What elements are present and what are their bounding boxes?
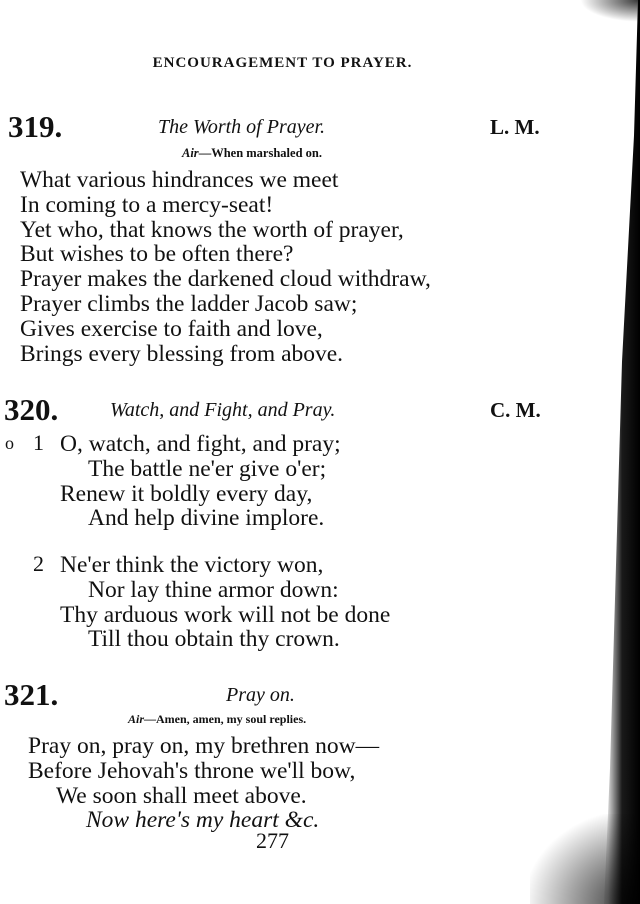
- page-binding-edge: [600, 0, 640, 904]
- verse-line: We soon shall meet above.: [56, 782, 307, 809]
- verse-marker: o: [5, 433, 14, 453]
- verse-line: Gives exercise to faith and love,: [20, 315, 323, 342]
- hymn-319-verse: [20, 168, 431, 366]
- page-edge-shadow-bottom: [530, 814, 640, 904]
- hymn-320-verse-1: [60, 432, 341, 531]
- verse-line: In coming to a mercy-seat!: [20, 191, 274, 218]
- verse-line: The battle ne'er give o'er;: [88, 455, 327, 482]
- verse-line: But wishes to be often there?: [20, 241, 294, 268]
- verse-line: Ne'er think the victory won,: [60, 552, 324, 578]
- hymn-321-verse: [28, 734, 379, 833]
- verse-line: Before Jehovah's throne we'll bow,: [28, 757, 356, 784]
- hymn-title: The Worth of Prayer.: [158, 116, 326, 138]
- hymn-319-header: [8, 110, 563, 144]
- hymn-321-header: [4, 678, 559, 712]
- hymn-320-header: [4, 393, 559, 427]
- verse-line: Renew it boldly every day,: [60, 480, 313, 507]
- verse-line: Prayer climbs the ladder Jacob saw;: [20, 290, 358, 317]
- hymn-meter: L. M.: [490, 115, 540, 139]
- verse-number: 2: [33, 551, 44, 576]
- verse-line-refrain: Now here's my heart &c.: [86, 807, 320, 834]
- verse-line: O, watch, and fight, and pray;: [60, 431, 341, 457]
- verse-line: Pray on, pray on, my brethren now—: [28, 733, 380, 759]
- verse-line: Prayer makes the darkened cloud withdraw,: [20, 266, 431, 293]
- hymn-number: 320.: [4, 392, 59, 427]
- hymn-321-air: [128, 712, 306, 727]
- hymn-meter: C. M.: [490, 398, 541, 422]
- hymn-title: Watch, and Fight, and Pray.: [110, 399, 336, 421]
- hymn-number: 321.: [4, 677, 59, 712]
- verse-line: And help divine implore.: [88, 505, 325, 532]
- verse-line: Thy arduous work will not be done: [60, 601, 391, 628]
- verse-line: Till thou obtain thy crown.: [88, 626, 340, 653]
- hymn-title: Pray on.: [226, 684, 295, 706]
- verse-line: Nor lay thine armor down:: [88, 576, 339, 603]
- hymn-319-air: [182, 146, 322, 161]
- air-text: —When marshaled on.: [198, 146, 322, 160]
- air-label: Air: [128, 712, 145, 726]
- page-edge-shadow-top: [580, 0, 640, 22]
- verse-line: Brings every blessing from above.: [20, 340, 344, 367]
- page-number: 277: [256, 828, 289, 853]
- verse-line: What various hindrances we meet: [20, 167, 339, 193]
- running-head: ENCOURAGEMENT TO PRAYER.: [152, 55, 413, 71]
- hymn-320-verse-2: [60, 553, 390, 652]
- air-text: —Amen, amen, my soul replies.: [144, 712, 307, 726]
- verse-line: Yet who, that knows the worth of prayer,: [20, 216, 404, 243]
- air-label: Air: [182, 146, 199, 160]
- hymn-number: 319.: [8, 109, 63, 144]
- verse-number: 1: [33, 430, 44, 455]
